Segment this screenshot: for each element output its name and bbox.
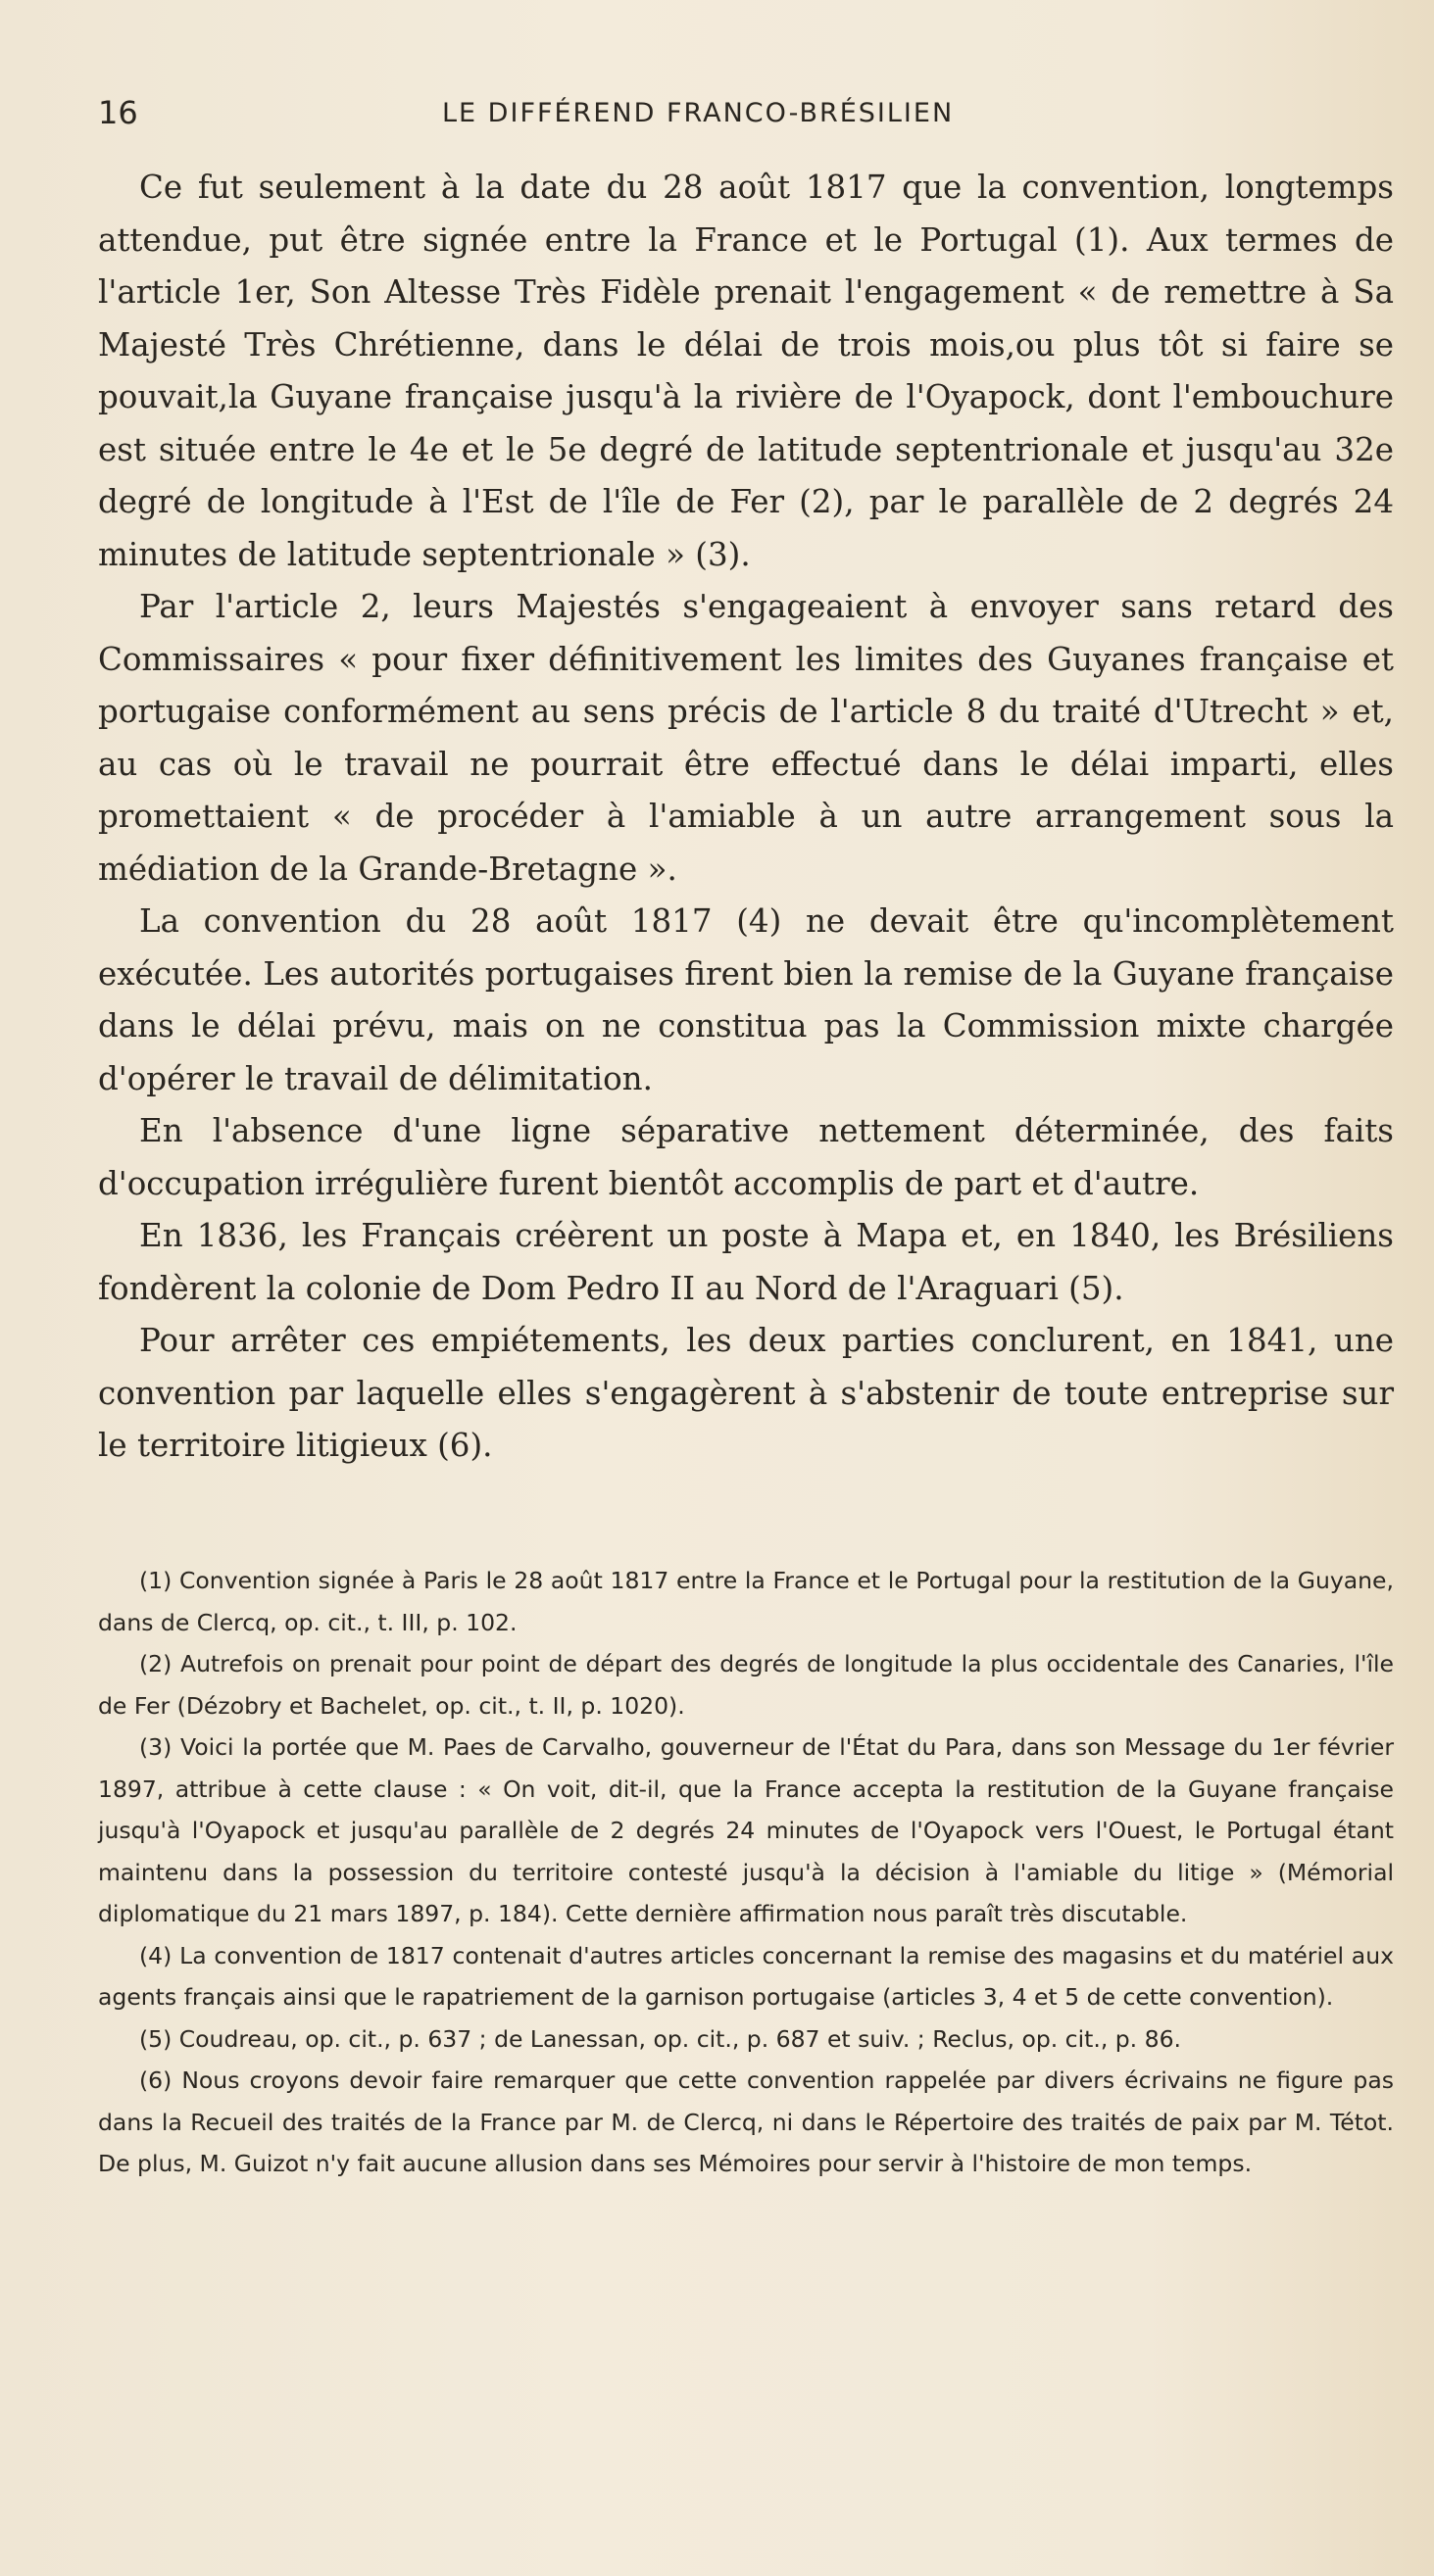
paragraph: La convention du 28 août 1817 (4) ne devait être qu'incomplètement exécutée. Les autorités portugaises firent bien la remise de la Guyane française dans le délai prévu, mais on ne constitua pas la Commission mixte chargée d'opérer le travail de délimitation. — [98, 902, 1394, 1097]
footnote: (6) Nous croyons devoir faire remarquer que cette convention rappelée par divers écrivains ne figure pas dans la Recueil des traités de la France par M. de Clercq, ni dans le Répertoire des traités de paix par M. Tétot. De plus, M. Guizot n'y fait aucune allusion dans ses Mémoires pour servir à l'histoire de mon temps. — [98, 2066, 1394, 2177]
page-header — [94, 94, 1398, 143]
footnote: (3) Voici la portée que M. Paes de Carvalho, gouverneur de l'État du Para, dans son Message du 1er février 1897, attribue à cette clause : « On voit, dit-il, que la France accepta la restitution de la Guyane française jusqu'à l'Oyapock et jusqu'au parallèle de 2 degrés 24 minutes de l'Oyapock vers l'Ouest, le Portugal étant maintenu dans la possession du territoire contesté jusqu'à la décision à l'amiable du litige » (Mémorial diplomatique du 21 mars 1897, p. 184). Cette dernière affirmation nous paraît très discutable. — [98, 1733, 1394, 1927]
footnote: (2) Autrefois on prenait pour point de départ des degrés de longitude la plus occidentale des Canaries, l'île de Fer (Dézobry et Bachelet, op. cit., t. II, p. 1020). — [98, 1650, 1394, 1720]
page-number: 16 — [98, 94, 138, 131]
paragraph: Ce fut seulement à la date du 28 août 1817 que la convention, longtemps attendue, put être signée entre la France et le Portugal (1). Aux termes de l'article 1er, Son Altesse Très Fidèle prenait l'engagement « de remettre à Sa Majesté Très Chrétienne, dans le délai de trois mois,ou plus tôt si faire se pouvait,la Guyane française jusqu'à la rivière de l'Oyapock, dont l'embouchure est située entre le 4e et le 5e degré de latitude septentrionale et jusqu'au 32e degré de longitude à l'Est de l'île de Fer (2), par le parallèle de 2 degrés 24 minutes de latitude septentrionale » (3). — [98, 169, 1394, 573]
main-text — [98, 162, 1394, 1473]
paragraph: Par l'article 2, leurs Majestés s'engageaient à envoyer sans retard des Commissaires « pour fixer définitivement les limites des Guyanes française et portugaise conformément au sens précis de l'article 8 du traité d'Utrecht » et, au cas où le travail ne pourrait être effectué dans le délai imparti, elles promettaient « de procéder à l'amiable à un autre arrangement sous la médiation de la Grande-Bretagne ». — [98, 588, 1394, 888]
footnote: (4) La convention de 1817 contenait d'autres articles concernant la remise des magasins et du matériel aux agents français ainsi que le rapatriement de la garnison portugaise (articles 3, 4 et 5 de cette convention). — [98, 1941, 1394, 2011]
paragraph: En l'absence d'une ligne séparative nettement déterminée, des faits d'occupation irrégulière furent bientôt accomplis de part et d'autre. — [98, 1112, 1394, 1202]
running-title: LE DIFFÉREND FRANCO-BRÉSILIEN — [442, 98, 955, 128]
footnote: (5) Coudreau, op. cit., p. 637 ; de Lanessan, op. cit., p. 687 et suiv. ; Reclus, op. cit., p. 86. — [139, 2024, 1181, 2053]
paragraph: En 1836, les Français créèrent un poste à Mapa et, en 1840, les Brésiliens fondèrent la colonie de Dom Pedro II au Nord de l'Araguari (5). — [98, 1217, 1394, 1307]
footnote: (1) Convention signée à Paris le 28 août 1817 entre la France et le Portugal pour la restitution de la Guyane, dans de Clercq, op. cit., t. III, p. 102. — [98, 1567, 1394, 1636]
footnotes — [98, 1560, 1394, 2185]
paragraph: Pour arrêter ces empiétements, les deux parties conclurent, en 1841, une convention par laquelle elles s'engagèrent à s'abstenir de toute entreprise sur le territoire litigieux (6). — [98, 1322, 1394, 1464]
